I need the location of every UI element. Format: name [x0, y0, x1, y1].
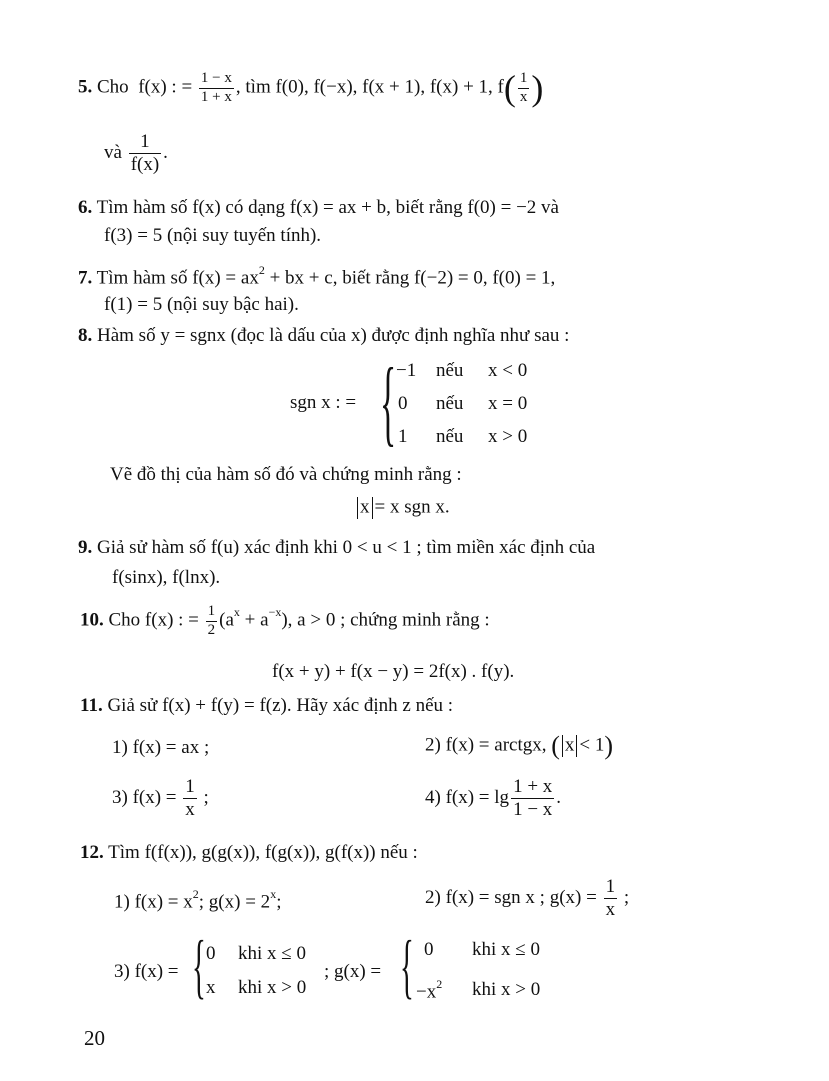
text: 3) f(x) =: [112, 786, 177, 808]
problem-number: 7.: [78, 267, 93, 289]
text: Cho f(x) : =: [108, 609, 199, 631]
case-condition: x = 0: [488, 393, 528, 414]
text: f(x) : =: [138, 76, 193, 98]
problem-11-item3: [112, 777, 209, 820]
problem-6-line2: f(3) = 5 (nội suy tuyến tính).: [104, 225, 322, 246]
problem-8-line1: [78, 326, 569, 345]
case-condition: khi x > 0: [238, 977, 307, 998]
fraction: $\frac{1}{x}$: [519, 69, 528, 105]
brace: {: [380, 348, 397, 455]
text: ;: [203, 786, 209, 808]
case-condition: khi x ≤ 0: [472, 939, 540, 960]
text: Giả sử hàm số f(u) xác định khi 0 < u < 1 ; tìm miền xác định của: [97, 537, 596, 558]
problem-10-line1: [80, 604, 490, 639]
text: 1) f(x) = x: [114, 891, 193, 913]
paren-right: ): [604, 731, 614, 760]
text: Hàm số y = sgnx (đọc là dấu của x) được định nghĩa như sau :: [97, 325, 570, 346]
text: .: [556, 786, 562, 808]
problem-11-line1: [80, 696, 453, 715]
case-value: x: [206, 977, 216, 998]
sgn-lhs: sgn x : =: [290, 392, 357, 413]
brace: {: [400, 926, 414, 1006]
abs-formula: [355, 497, 450, 519]
problem-number: 6.: [78, 197, 93, 218]
case-word: nếu: [436, 393, 464, 414]
text: và: [104, 141, 122, 163]
text: < 1: [579, 734, 605, 756]
text: ;: [623, 886, 630, 908]
problem-5-line2: [104, 132, 168, 175]
text: + bx + c, biết rằng f(−2) = 0, f(0) = 1,: [264, 267, 556, 289]
problem-number: 8.: [78, 325, 93, 346]
text: Tìm f(f(x)), g(g(x)), f(g(x)), g(f(x)) nếu :: [108, 842, 418, 863]
fraction: $\frac{1 + x}{1 - x}$: [513, 776, 553, 820]
problem-12-item3-f: 3) f(x) =: [114, 961, 179, 982]
text: (a: [219, 609, 234, 631]
text: Cho: [97, 76, 129, 98]
text: .: [163, 141, 168, 163]
problem-11-item2: [425, 733, 613, 759]
case-word: nếu: [436, 426, 464, 447]
superscript: x: [270, 887, 277, 901]
problem-number: 11.: [80, 695, 103, 716]
problem-12-item2: [425, 877, 629, 920]
case-condition: khi x ≤ 0: [238, 943, 306, 964]
case-condition: x > 0: [488, 426, 528, 447]
problem-11-item1: 1) f(x) = ax ;: [112, 737, 210, 758]
text: 2) f(x) = sgn x ; g(x) =: [425, 886, 597, 908]
problem-7-line2: f(1) = 5 (nội suy bậc hai).: [104, 294, 299, 315]
text: x: [564, 734, 575, 756]
superscript: 2: [192, 887, 199, 901]
problem-6-line1: [78, 198, 559, 217]
case-value: 1: [398, 426, 408, 447]
problem-5-line1: [78, 70, 543, 106]
text: , tìm f(0), f(−x), f(x + 1), f(x) + 1, f: [235, 76, 504, 98]
problem-12-item1: [114, 887, 282, 913]
problem-number: 9.: [78, 537, 93, 558]
problem-number: 12.: [80, 842, 104, 863]
text: Tìm hàm số f(x) = ax: [96, 267, 259, 289]
text: Giả sử f(x) + f(y) = f(z). Hãy xác định z nếu :: [107, 695, 454, 716]
text: Tìm hàm số f(x) có dạng f(x) = ax + b, biết rằng f(0) = −2 và: [96, 197, 559, 218]
superscript: 2: [258, 263, 265, 277]
text: 4) f(x) = lg: [425, 786, 510, 808]
text: ;: [276, 891, 282, 913]
case-condition: x < 0: [488, 360, 528, 381]
paren-right: ): [531, 68, 544, 108]
fraction: $\frac{1 - x}{1 + x}$: [200, 69, 232, 105]
text: = x sgn x.: [374, 496, 450, 518]
problem-12-item3-g: ; g(x) =: [324, 961, 382, 982]
case-value: $-x^2$: [416, 977, 443, 1003]
text: ; g(x) = 2: [198, 891, 271, 913]
fraction: $\frac{1}{2}$: [207, 603, 216, 638]
case-value: −1: [396, 360, 417, 381]
paren-left: (: [503, 68, 516, 108]
paren-left: (: [551, 731, 560, 760]
case-value: 0: [398, 393, 408, 414]
problem-11-item4: [425, 777, 561, 820]
problem-9-line2: f(sinx), f(lnx).: [112, 567, 221, 588]
case-value: 0: [424, 939, 434, 960]
fraction: $\frac{1}{f(x)}$: [130, 131, 160, 175]
text: x: [360, 496, 370, 518]
brace: {: [192, 926, 206, 1006]
superscript: −x: [268, 605, 282, 620]
text: + a: [239, 609, 269, 631]
problem-9-line1: [78, 538, 595, 557]
case-word: nếu: [436, 360, 464, 381]
problem-8-line2: Vẽ đồ thị của hàm số đó và chứng minh rằng :: [110, 464, 462, 485]
problem-7-line1: [78, 263, 556, 289]
problem-10-formula: f(x + y) + f(x − y) = 2f(x) . f(y).: [272, 661, 515, 682]
text: ), a > 0 ; chứng minh rằng :: [281, 609, 490, 631]
case-value: 0: [206, 943, 216, 964]
problem-number: 5.: [78, 76, 93, 98]
text: 2) f(x) = arctgx,: [425, 734, 547, 756]
fraction: $\frac{1}{x}$: [605, 876, 616, 920]
fraction: $\frac{1}{x}$: [185, 776, 195, 820]
page-number: 20: [84, 1026, 105, 1050]
problem-12-line1: [80, 843, 418, 862]
superscript: x: [233, 605, 240, 620]
case-condition: khi x > 0: [472, 979, 541, 1000]
problem-number: 10.: [80, 609, 104, 631]
